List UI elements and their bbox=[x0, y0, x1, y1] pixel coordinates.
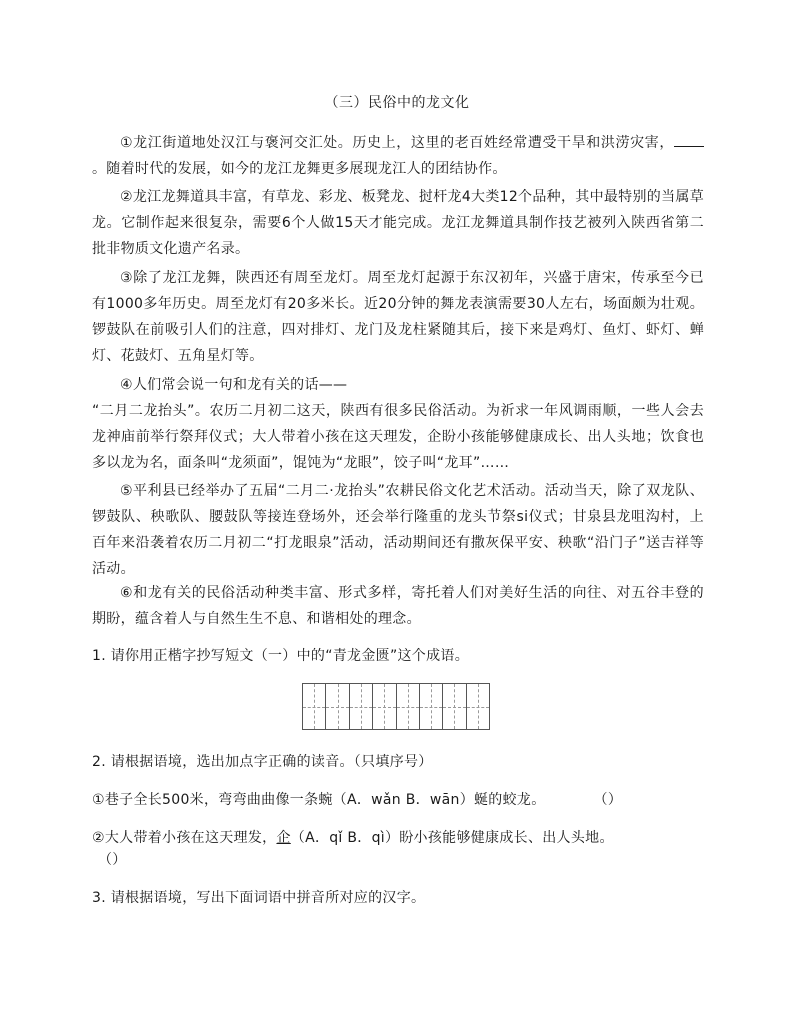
dotted-char: 企 bbox=[276, 830, 291, 846]
answer-paren-2[interactable]: （） bbox=[98, 852, 127, 868]
question-1: 1. 请你用正楷字抄写短文（一）中的“青龙金匮”这个成语。 bbox=[92, 648, 470, 664]
fill-blank[interactable] bbox=[674, 132, 704, 147]
grid-cell[interactable] bbox=[397, 684, 420, 729]
paragraph-4-line-1: ④人们常会说一句和龙有关的话—— bbox=[120, 377, 348, 393]
answer-paren-1[interactable]: （） bbox=[593, 792, 623, 808]
paragraph-5: ⑤平利县已经举办了五届“二月二·龙抬头”农耕民俗文化艺术活动。活动当天，除了双龙队、锣鼓队、秧歌队、腰鼓队等接连登场外，还会举行隆重的龙头节祭si仪式；甘泉县龙咀沟村，上百年来沿袭着农历二月初二“打龙眼泉”活动，活动期间还有撒灰保平安、秧歌“沿门子”送吉祥等活动。 bbox=[92, 483, 704, 577]
grid-cell[interactable] bbox=[420, 684, 443, 729]
grid-cell[interactable] bbox=[373, 684, 396, 729]
question-3: 3. 请根据语境，写出下面词语中拼音所对应的汉字。 bbox=[92, 890, 426, 906]
paragraph-1-text-a: ①龙江街道地处汉江与褒河交汇处。历史上，这里的老百姓经常遭受干旱和洪涝灾害， bbox=[120, 135, 674, 151]
paragraph-6: ⑥和龙有关的民俗活动种类丰富、形式多样，寄托着人们对美好生活的向往、对五谷丰登的期盼，蕴含着人与自然生生不息、和谐相处的理念。 bbox=[92, 585, 704, 627]
question-2: 2. 请根据语境，选出加点字正确的读音。（只填序号） bbox=[92, 754, 433, 770]
question-2-item-1-text: ①巷子全长500米，弯弯曲曲像一条蜿（A．wǎn B．wān）蜒的蛟龙。 bbox=[92, 792, 546, 808]
paragraph-1 bbox=[92, 130, 704, 182]
grid-cell[interactable] bbox=[303, 684, 326, 729]
paragraph-3: ③除了龙江龙舞，陕西还有周至龙灯。周至龙灯起源于东汉初年，兴盛于唐宋，传承至今已有1000多年历史。周至龙灯有20多米长。近20分钟的舞龙表演需要30人左右，场面颇为壮观。锣鼓队在前吸引人们的注意，四对排灯、龙门及龙柱紧随其后，接下来是鸡灯、鱼灯、虾灯、蝉灯、花鼓灯、五角星灯等。 bbox=[92, 270, 704, 364]
question-2-item-1 bbox=[92, 788, 704, 812]
paragraph-1-text-b: 。随着时代的发展，如今的龙江龙舞更多展现龙江人的团结协作。 bbox=[92, 161, 507, 177]
grid-cell[interactable] bbox=[326, 684, 349, 729]
grid-cell[interactable] bbox=[350, 684, 373, 729]
grid-cell[interactable] bbox=[443, 684, 466, 729]
grid-cell[interactable] bbox=[467, 684, 489, 729]
question-2-item-2-post: （A．qǐ B．qì）盼小孩能够健康成长、出人头地。 bbox=[290, 830, 614, 846]
writing-grid[interactable] bbox=[302, 683, 490, 730]
question-2-item-2 bbox=[92, 826, 704, 850]
paragraph-2: ②龙江龙舞道具丰富，有草龙、彩龙、板凳龙、挝杆龙4大类12个品种，其中最特别的当属草龙。它制作起来很复杂，需要6个人做15天才能完成。龙江龙舞道具制作技艺被列入陕西省第二批非物质文化遗产名录。 bbox=[92, 189, 704, 257]
question-2-item-2-pre: ②大人带着小孩在这天理发， bbox=[92, 830, 277, 846]
section-title: （三）民俗中的龙文化 bbox=[324, 95, 470, 111]
paragraph-4-rest: “二月二龙抬头”。农历二月初二这天，陕西有很多民俗活动。为祈求一年风调雨顺，一些人会去龙神庙前举行祭拜仪式；大人带着小孩在这天理发，企盼小孩能够健康成长、出人头地；饮食也多以龙为名，面条叫“龙须面”，馄饨为“龙眼”，饺子叫“龙耳”…… bbox=[92, 403, 704, 471]
